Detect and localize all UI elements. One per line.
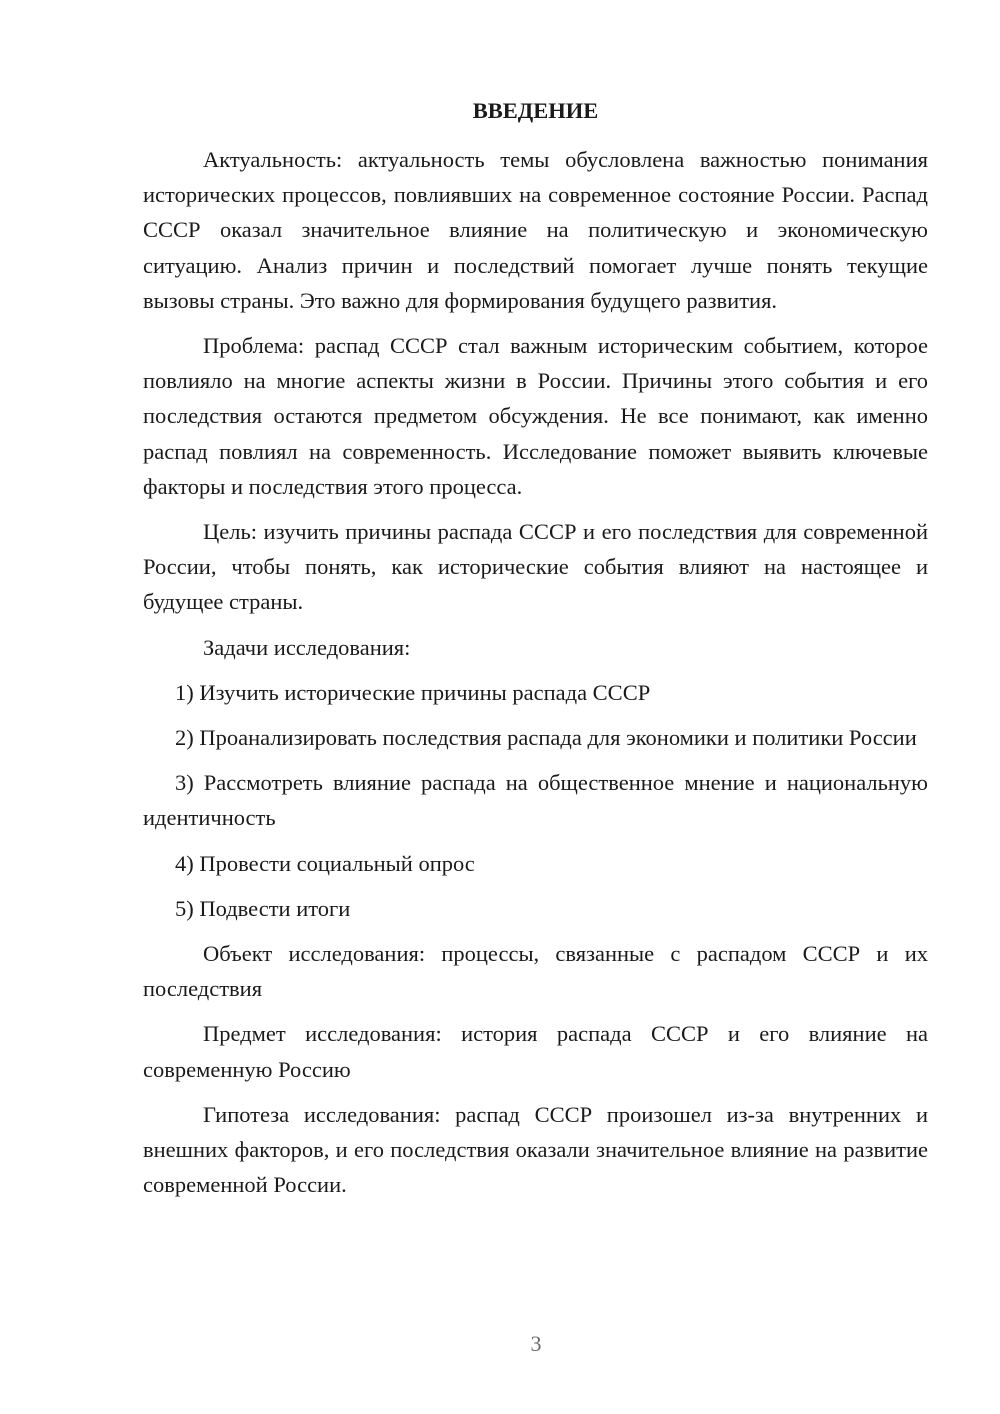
page-number: 3 bbox=[530, 1331, 542, 1356]
paragraph-relevance: Актуальность: актуальность темы обусловлена важностью понимания исторических процессов, повлиявших на современное состояние России. Распад СССР оказал значительное влияние на политическую и экономическую ситуацию. Анализ причин и последствий помогает лучше понять текущие вызовы страны. Это важно для формирования будущего развития. bbox=[143, 147, 928, 313]
task-item-4: 4) Провести социальный опрос bbox=[175, 850, 475, 876]
page-title: ВВЕДЕНИЕ bbox=[472, 98, 599, 123]
paragraph-object: Объект исследования: процессы, связанные с распадом СССР и их последствия bbox=[143, 941, 928, 1002]
paragraph-goal: Цель: изучить причины распада СССР и его последствия для современной России, чтобы понять, как исторические события влияют на настоящее и будущее страны. bbox=[143, 519, 928, 615]
task-item-2: 2) Проанализировать последствия распада для экономики и политики России bbox=[175, 725, 917, 751]
paragraph-subject: Предмет исследования: история распада СССР и его влияние на современную Россию bbox=[143, 1021, 928, 1082]
paragraph-tasks-heading: Задачи исследования: bbox=[203, 634, 411, 660]
task-item-1: 1) Изучить исторические причины распада СССР bbox=[175, 679, 651, 705]
paragraph-problem: Проблема: распад СССР стал важным историческим событием, которое повлияло на многие аспекты жизни в России. Причины этого события и его последствия остаются предметом обсуждения. Не все понимают, как именно распад повлиял на современность. Исследование поможет выявить ключевые факторы и последствия этого процесса. bbox=[143, 333, 928, 499]
paragraph-hypothesis: Гипотеза исследования: распад СССР произошел из-за внутренних и внешних факторов, и его последствия оказали значительное влияние на развитие современной России. bbox=[143, 1101, 928, 1198]
body-text bbox=[143, 142, 928, 1212]
task-item-5: 5) Подвести итоги bbox=[175, 895, 351, 921]
task-item-3: 3) Рассмотреть влияние распада на общественное мнение и национальную идентичность bbox=[143, 770, 928, 831]
